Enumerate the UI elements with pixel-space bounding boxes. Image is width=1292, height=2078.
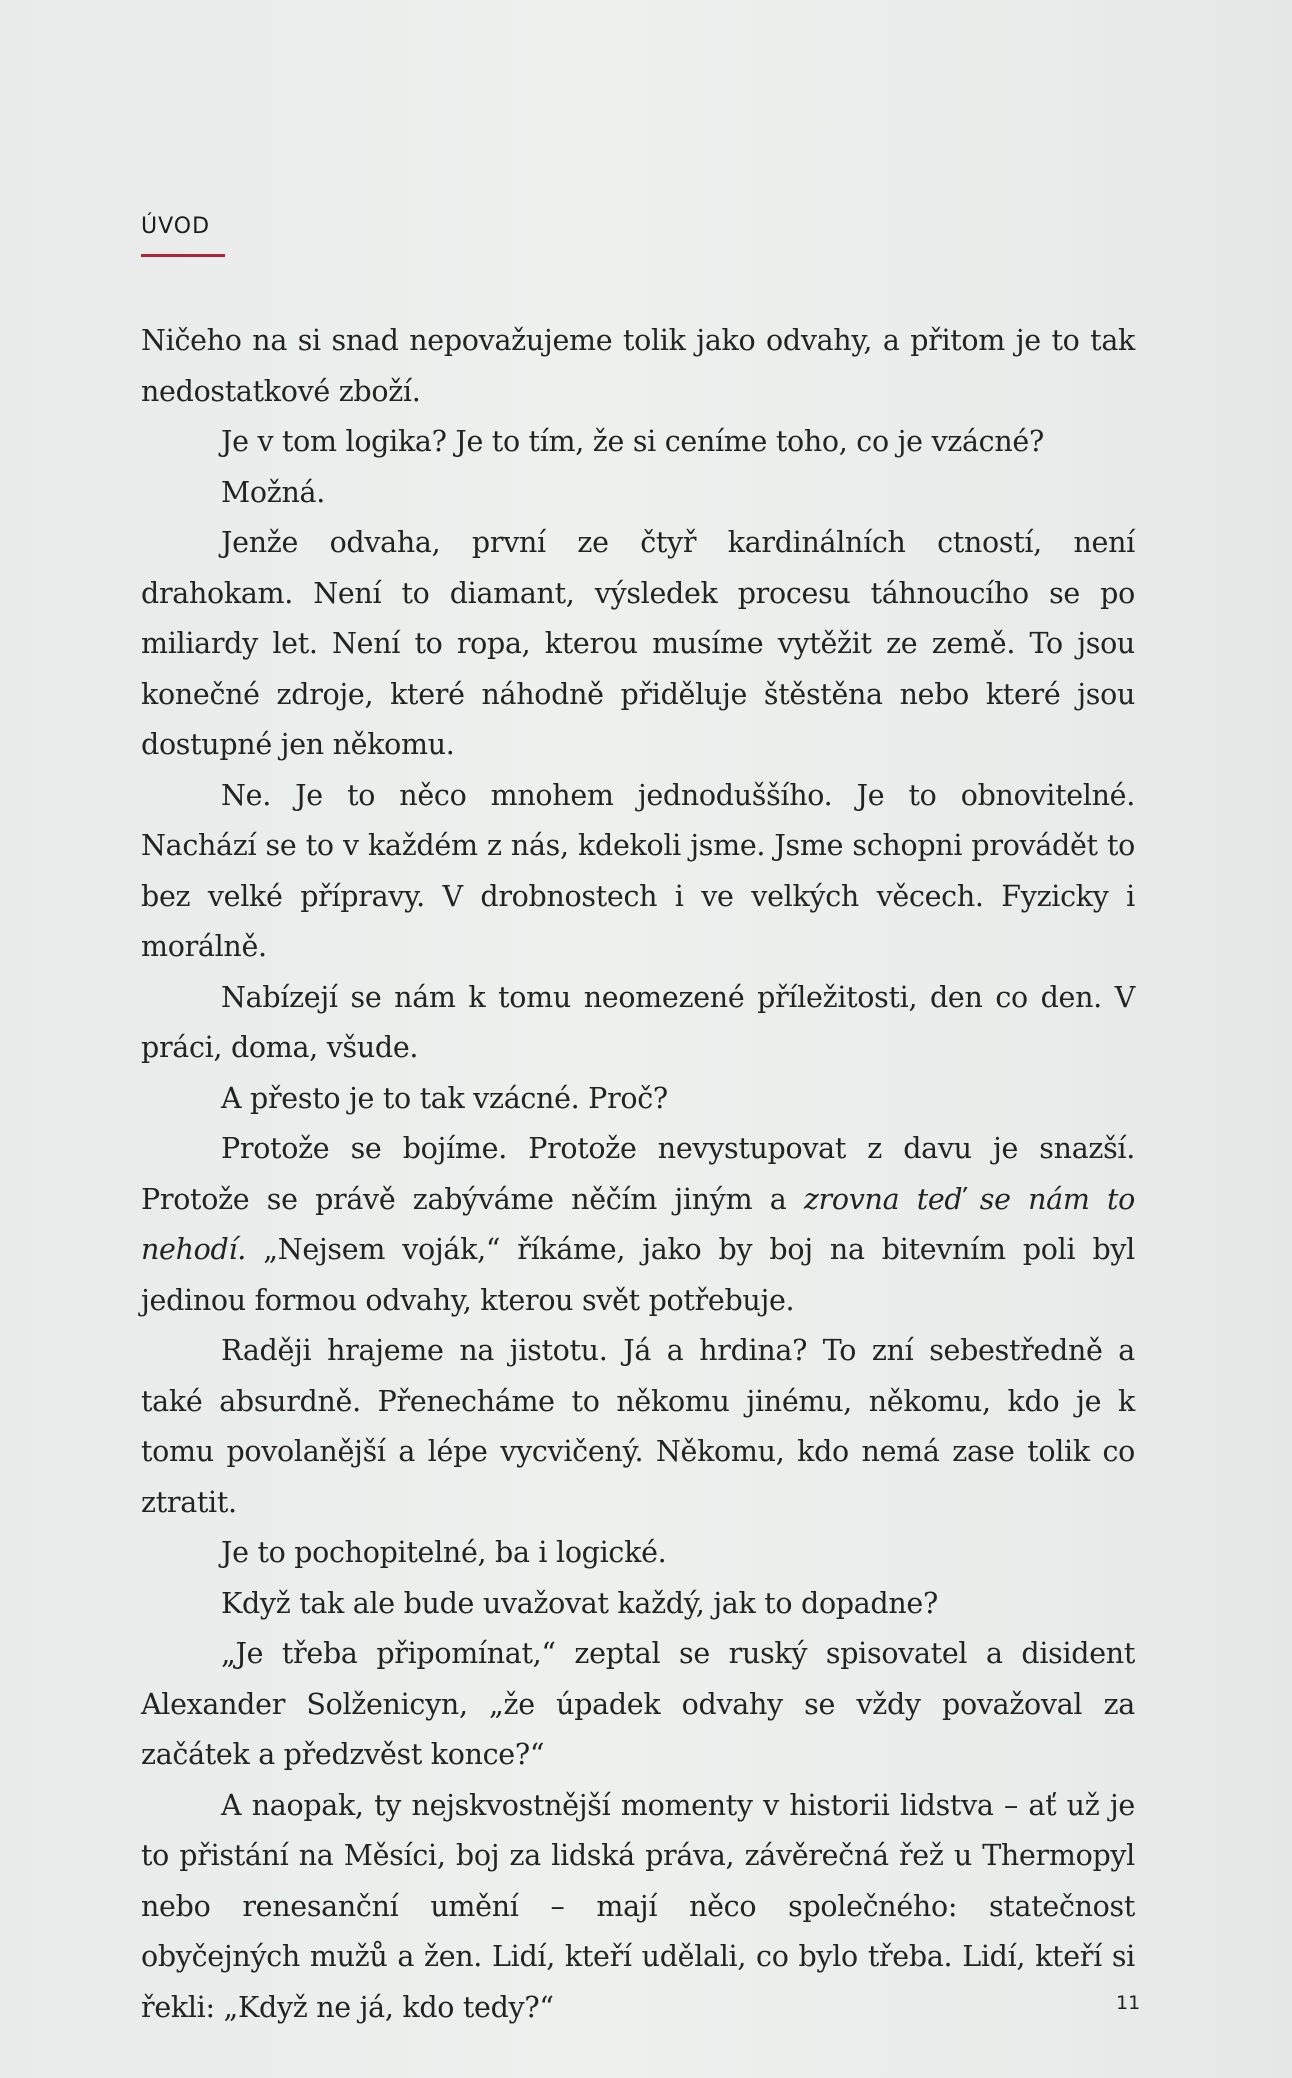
body-text: [141, 316, 1135, 2033]
paragraph: A naopak, ty nejskvostnější momenty v historii lidstva – ať už je to přistání na Měsíci, boj za lidská práva, závěrečná řež u Thermopyl nebo renesanční umění – mají něco společného: statečnost obyčejných mužů a žen. Lidí, kteří udělali, co bylo třeba. Lidí, kteří si řekli: „Když ne já, kdo tedy?“: [141, 1788, 1135, 2024]
paragraph: Raději hrajeme na jistotu. Já a hrdina? To zní sebestředně a také absurdně. Přenecháme to někomu jinému, někomu, kdo je k tomu povolanější a lépe vycvičený. Někomu, kdo nemá zase tolik co ztratit.: [141, 1334, 1135, 1519]
paragraph: Jenže odvaha, první ze čtyř kardinálních ctností, není drahokam. Není to diamant, výsledek procesu táhnoucího se po miliardy let. Není to ropa, kterou musíme vytěžit ze země. To jsou konečné zdroje, které náhodně přiděluje štěstěna nebo které jsou dostupné jen někomu.: [141, 526, 1135, 761]
chapter-heading: ÚVOD: [141, 214, 211, 239]
paragraph: Nabízejí se nám k tomu neomezené příležitosti, den co den. V práci, doma, všude.: [141, 980, 1135, 1064]
paragraph: Ničeho na si snad nepovažujeme tolik jako odvahy, a přitom je to tak nedostatkové zboží.: [141, 324, 1135, 408]
paragraph: Je to pochopitelné, ba i logické.: [221, 1536, 667, 1569]
paragraph: A přesto je to tak vzácné. Proč?: [221, 1081, 668, 1115]
paragraph-fear: [141, 1124, 1135, 1326]
page-number: 11: [1116, 1992, 1141, 2014]
paragraph: Ne. Je to něco mnohem jednoduššího. Je to obnovitelné. Nachází se to v každém z nás, kdekoli jsme. Jsme schopni provádět to bez velké přípravy. V drobnostech i ve velkých věcech. Fyzicky i morálně.: [141, 778, 1135, 963]
paragraph-quote: „Je třeba připomínat,“ zeptal se ruský spisovatel a disident Alexander Solženicyn, „že úpadek odvahy se vždy považoval za začátek a předzvěst konce?“: [141, 1637, 1135, 1771]
paragraph: Když tak ale bude uvažovat každý, jak to dopadne?: [221, 1586, 938, 1620]
paragraph-fear-italic: zrovna teď se nám to nehodí.: [141, 1182, 1135, 1266]
paragraph: Je v tom logika? Je to tím, že si ceníme toho, co je vzácné?: [221, 425, 1044, 458]
heading-underline: [141, 254, 225, 257]
paragraph-fear-end: „Nejsem voják,“ říkáme, jako by boj na bitevním poli byl jedinou formou odvahy, kterou svět potřebuje.: [141, 1233, 1135, 1317]
paragraph: Možná.: [221, 475, 325, 509]
paragraph-fear-start: Protože se bojíme. Protože nevystupovat z davu je snazší. Protože se právě zabýváme něčím jiným a: [141, 1132, 1135, 1216]
